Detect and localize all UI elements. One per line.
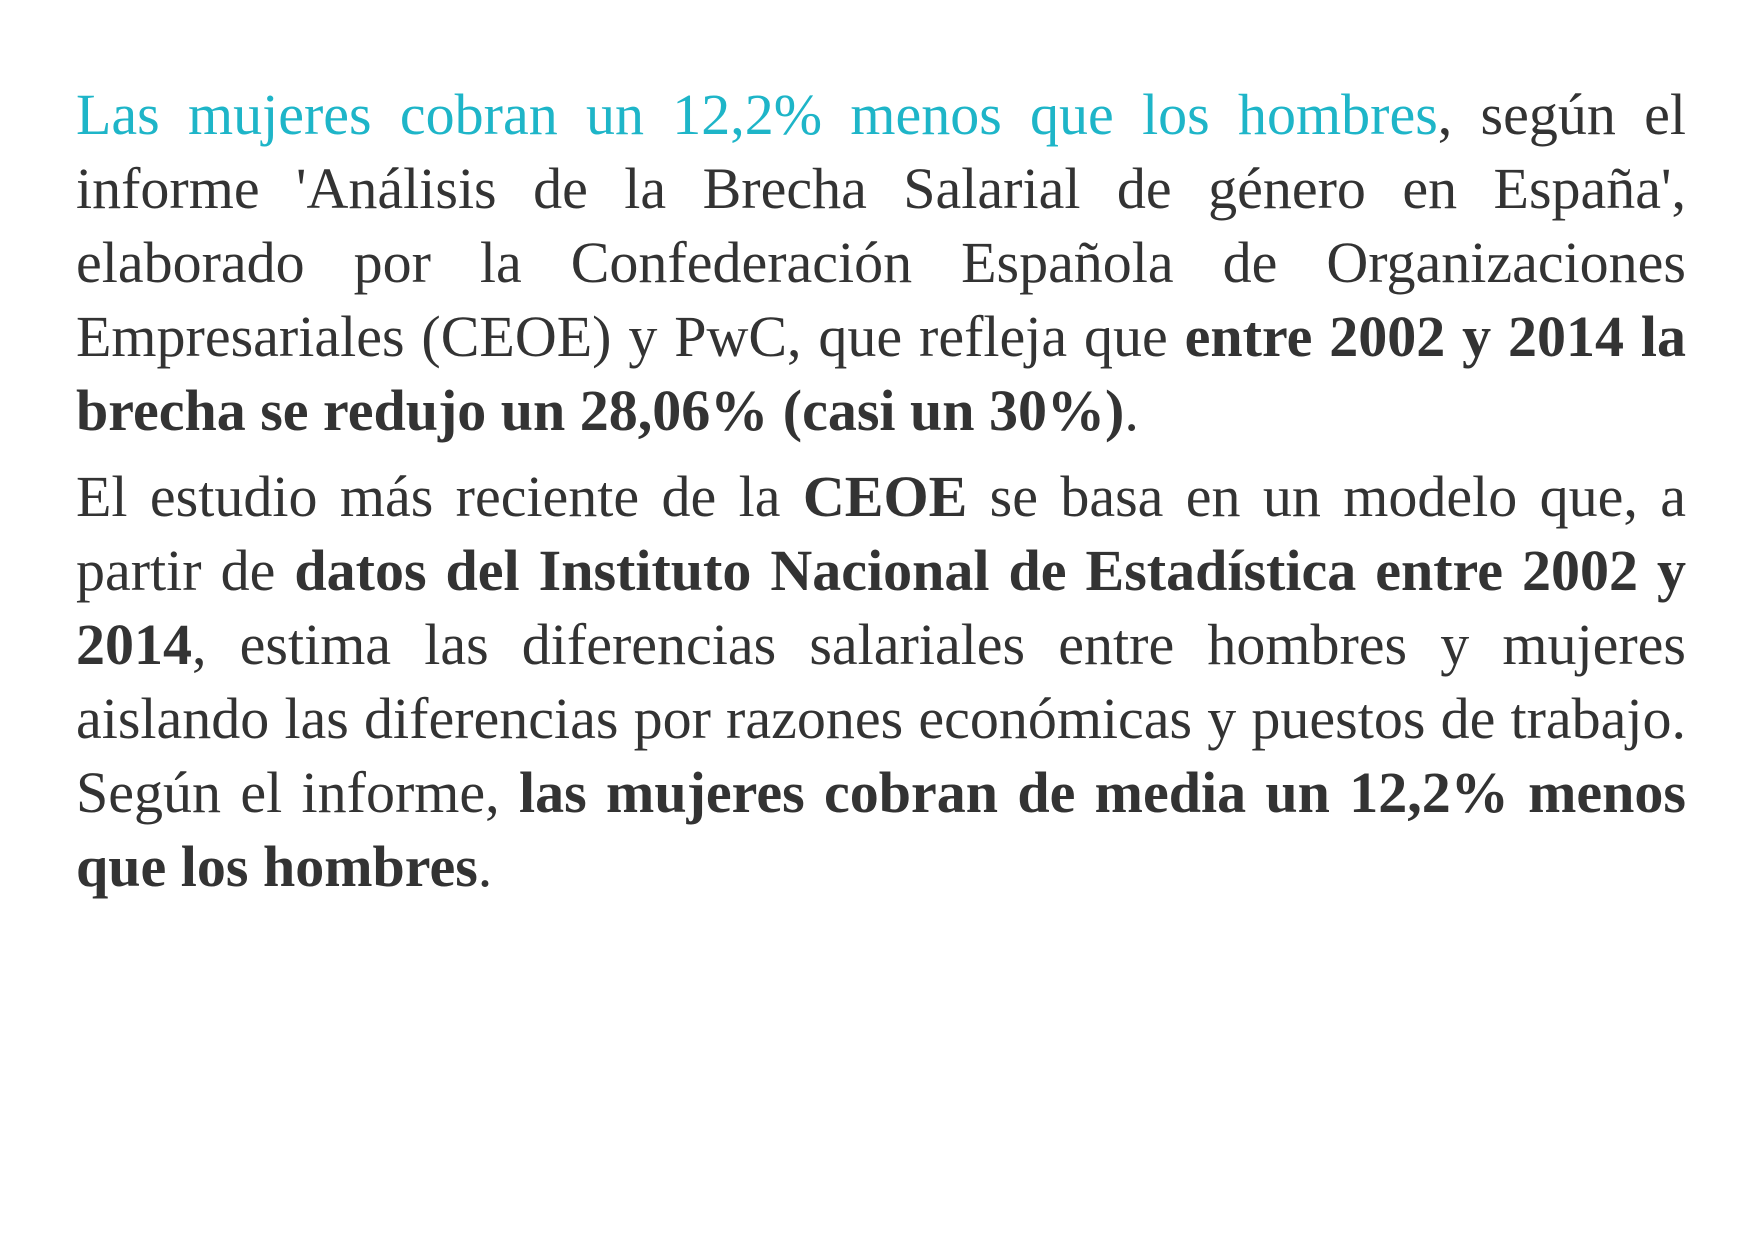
paragraph-2-bold-3: las mujeres cobran de media un 12,2% menos que los hombres (76, 760, 1686, 899)
paragraph-1-bold: entre 2002 y 2014 la brecha se redujo un 28,06% (casi un 30%) (76, 304, 1686, 443)
paragraph-2-text-1: El estudio más reciente de la (76, 464, 803, 529)
article-link[interactable]: Las mujeres cobran un 12,2% menos que los hombres (76, 82, 1438, 147)
article-body (76, 78, 1686, 916)
paragraph-1-text: , según el informe 'Análisis de la Brecha Salarial de género en España', elaborado por la Confederación Española de Organizaciones Empresariales (CEOE) y PwC, que refleja que (76, 82, 1687, 369)
paragraph-1-end: . (1124, 378, 1139, 443)
paragraph-1 (76, 78, 1686, 448)
paragraph-2-bold-1: CEOE (802, 464, 968, 529)
paragraph-2-bold-2: datos del Instituto Nacional de Estadística entre 2002 y 2014 (76, 538, 1686, 677)
paragraph-2-text-2: se basa en un modelo que, a partir de (76, 464, 1686, 603)
paragraph-2 (76, 460, 1686, 904)
paragraph-2-end: . (477, 834, 493, 899)
paragraph-2-text-3: , estima las diferencias salariales entre hombres y mujeres aislando las diferencias por razones económicas y puestos de trabajo. Según el informe, (76, 612, 1686, 825)
